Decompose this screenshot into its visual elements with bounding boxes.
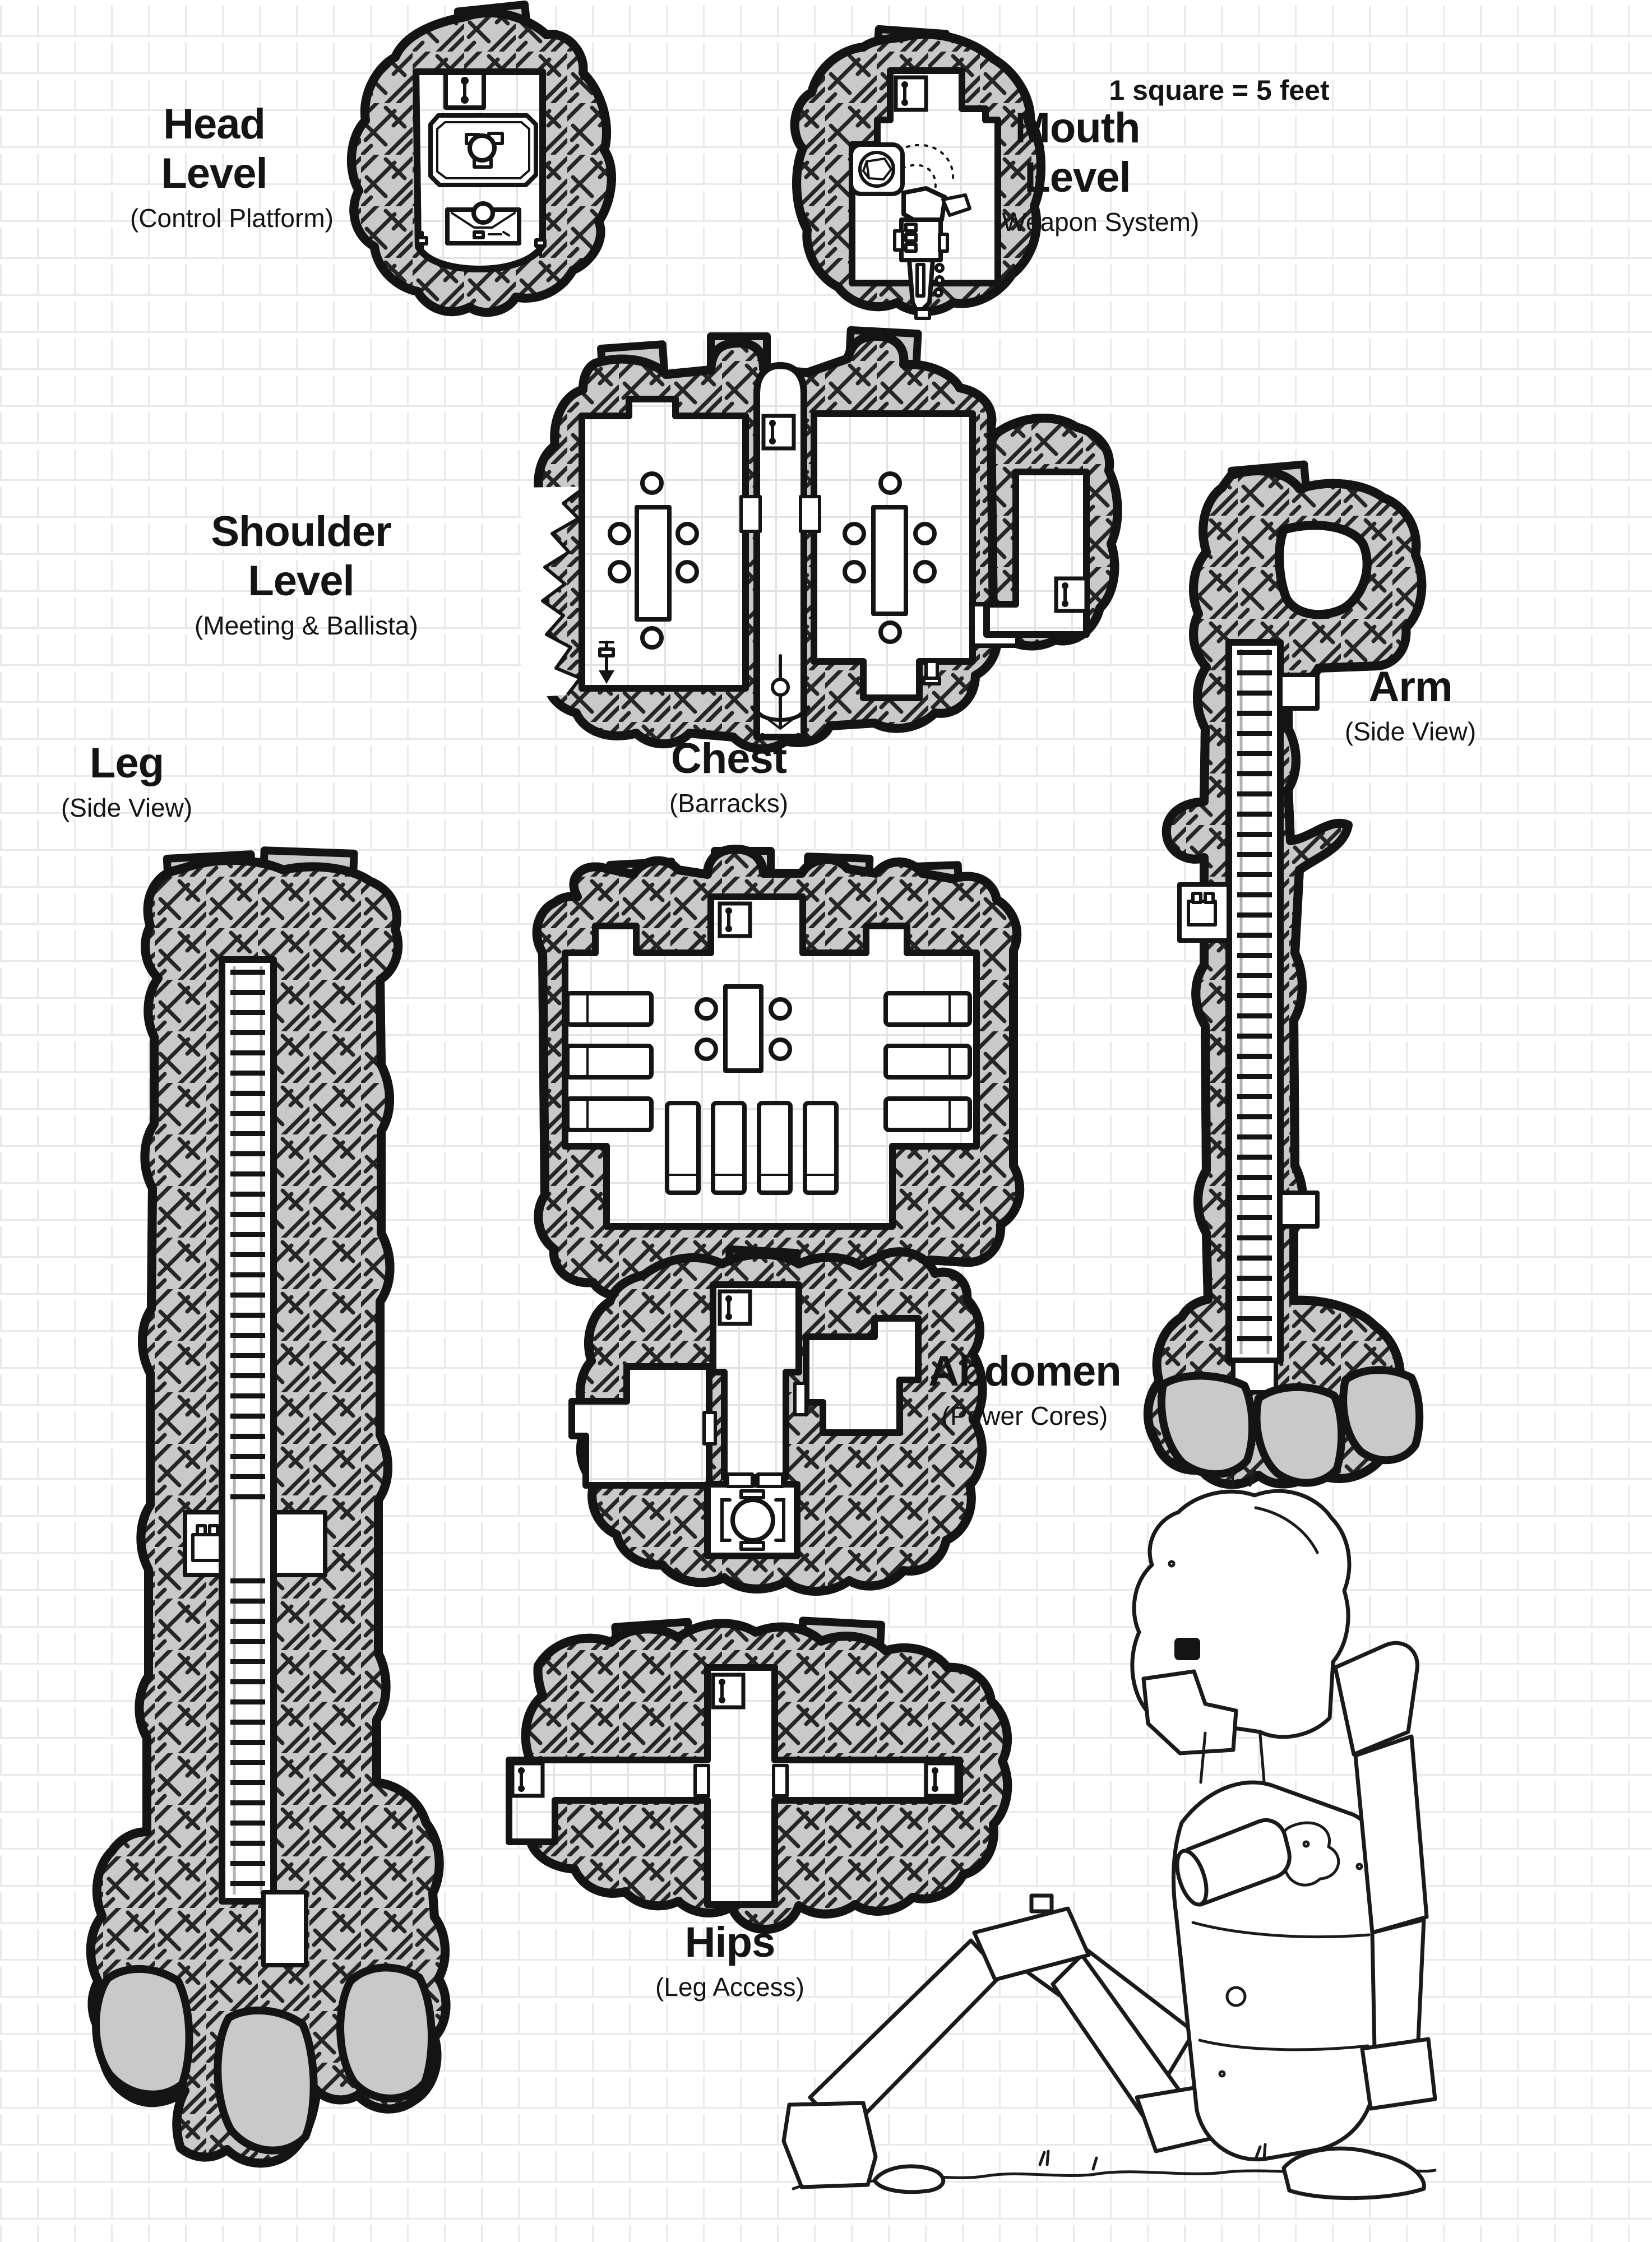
leg-map [91, 850, 446, 2163]
foot-toe [218, 2011, 313, 2151]
label-leg [61, 739, 192, 823]
shoulder-level-title: Shoulder Level [211, 508, 391, 605]
power-core-room [707, 1474, 797, 1556]
arm-subtitle: (Side View) [1344, 717, 1477, 747]
chest-title: Chest [670, 735, 787, 782]
ladder-icon [222, 960, 274, 1901]
label-mouth-level [993, 104, 1200, 237]
hips-subtitle: (Leg Access) [655, 1972, 804, 2002]
door-icon [926, 1763, 956, 1796]
foot-toe [340, 1967, 432, 2099]
door-icon [1056, 578, 1086, 611]
mouth-level-title: Mouth Level [1015, 104, 1140, 202]
door-icon [763, 416, 794, 448]
chest-subtitle: (Barracks) [669, 789, 789, 818]
shoulder-level-subtitle: (Meeting & Ballista) [195, 611, 418, 641]
door-icon [512, 1763, 543, 1796]
landing-alcove [1179, 884, 1229, 941]
label-arm [1345, 663, 1476, 747]
head-level-title: Head Level [161, 100, 267, 198]
map-scale-note: 1 square = 5 feet [1109, 75, 1330, 106]
label-chest [669, 734, 788, 818]
head-level-map [351, 4, 612, 312]
mouth-level-subtitle: (Weapon System) [993, 207, 1200, 237]
orb-device-icon [851, 145, 903, 194]
console [447, 203, 519, 243]
hips-map [509, 1620, 1007, 1929]
label-abdomen [928, 1347, 1121, 1431]
power-core-icon [722, 1491, 784, 1549]
door-icon [720, 904, 750, 936]
door-icon [720, 1291, 750, 1324]
control-platform [431, 115, 536, 185]
abdomen-subtitle: (Power Cores) [941, 1401, 1108, 1431]
eye-socket [1174, 1638, 1200, 1660]
door-icon [713, 1675, 743, 1707]
chest-map [537, 849, 1020, 1308]
foot-toe [96, 1969, 189, 2095]
ladder-icon [1229, 642, 1280, 1361]
label-head-level [130, 100, 334, 233]
head-level-subtitle: (Control Platform) [130, 203, 334, 233]
door-icon [896, 77, 926, 110]
arm-title: Arm [1368, 663, 1452, 711]
shoulder-level-map [521, 330, 1118, 749]
arm-map [1148, 464, 1422, 1484]
leg-subtitle: (Side View) [61, 793, 193, 823]
closet [446, 73, 484, 108]
label-hips [655, 1918, 804, 2002]
abdomen-title: Abdomen [928, 1347, 1121, 1395]
leg-title: Leg [89, 739, 164, 787]
hips-title: Hips [684, 1919, 775, 1966]
label-shoulder-level [195, 507, 418, 641]
abdomen-map [572, 1249, 983, 1591]
